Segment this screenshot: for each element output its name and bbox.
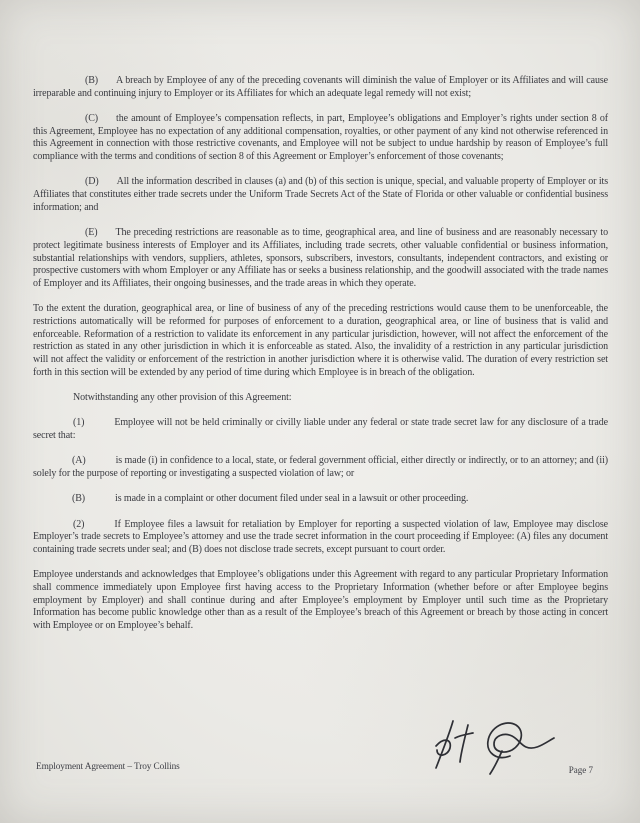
clause-e-paragraph (33, 227, 608, 291)
clause-d-paragraph (33, 176, 608, 214)
clause-text: the amount of Employee’s compensation reflects, in part, Employee’s obligations and Employer’s rights under section 8 of this Agreement, Employee has no expectation of any additional compensation, royalties, or other payment of any kind not otherwise referenced in this Agreement in connection with those restrictive covenants, and Employee will not be subject to undue hardship by reason of Employee’s full compliance with the terms and conditions of section 8 of this Agreement or Employer’s enforcement of those covenants; (33, 113, 608, 163)
subitem-a-paragraph (33, 455, 608, 480)
clause-text: All the information described in clauses (a) and (b) of this section is unique, special, and valuable property of Employer or its Affiliates that constitutes either trade secrets under the Uniform Trade Secrets Act of the State of Florida or other valuable or confidential business information; and (33, 176, 608, 213)
item-text: If Employee files a lawsuit for retaliation by Employer for reporting a suspected violation of law, Employee may disclose Employer’s trade secrets to Employee’s attorney and use the trade secret information in the court proceeding if Employee: (A) files any document containing trade secrets under seal; and (B) does not disclose trade secrets, except pursuant to court order. (33, 518, 608, 556)
subitem-b-paragraph (33, 493, 608, 506)
item-1-paragraph (33, 417, 608, 442)
clause-label: (E) (85, 227, 98, 239)
clause-label: (C) (85, 113, 99, 124)
subitem-text: is made in a complaint or other document filed under seal in a lawsuit or other proceeding. (115, 493, 469, 505)
clause-label: (B) (85, 75, 99, 86)
clause-label: (D) (85, 176, 99, 188)
footer-document-title: Employment Agreement – Troy Collins (36, 762, 180, 772)
item-2-paragraph (33, 519, 608, 557)
subitem-label: (B) (72, 493, 86, 505)
item-label: (1) (73, 417, 85, 429)
item-label: (2) (73, 518, 85, 530)
clause-text: A breach by Employee of any of the preceding covenants will diminish the value of Employer or its Affiliates and will cause irreparable and continuing injury to Employer or its Affiliates for which an adequate legal remedy will not exist; (33, 75, 608, 99)
notwithstanding-line: Notwithstanding any other provision of this Agreement: (73, 392, 292, 404)
clause-b-paragraph (33, 75, 608, 100)
closing-paragraph: Employee understands and acknowledges that Employee’s obligations under this Agreement with regard to any particular Proprietary Information shall commence immediately upon Employee first having access to the Proprietary Information (whether before or after Employee begins employment by Employer) and shall continue during and after Employee’s employment by Employer until such time as the Proprietary Information has become public knowledge other than as a result of the Employee’s breach of this Agreement or breach by those acting in concert with Employee or on Employee’s behalf. (33, 569, 608, 632)
handwritten-initials-signature (424, 710, 562, 778)
subitem-text: is made (i) in confidence to a local, state, or federal government official, either directly or indirectly, or to an attorney; and (ii) solely for the purpose of reporting or investigating a suspected violation of law; or (33, 455, 608, 480)
clause-text: The preceding restrictions are reasonable as to time, geographical area, and line of business and are reasonably necessary to protect legitimate business interests of Employer and its Affiliates, including trade secrets, other valuable confidential or business information, substantial relationships with vendors, suppliers, athletes, sponsors, subscribers, investors, consultants, independent contractors, and existing or prospective customers with whom Employer or any Affiliate has or seeks a business relationship, and the goodwill associated with the trade names of Employer and its Affiliates, their ongoing businesses, and the trade areas in which they operate. (33, 227, 608, 289)
clause-c-paragraph (33, 113, 608, 164)
subitem-label: (A) (72, 455, 86, 467)
document-body (33, 75, 608, 645)
footer-page-number: Page 7 (568, 765, 593, 775)
signature-stroke-icon (424, 710, 562, 778)
reformation-paragraph: To the extent the duration, geographical area, or line of business of any of the preceding restrictions would cause them to be unenforceable, the restrictions automatically will be reformed for purposes of enforcement to a duration, geographical area, or line of business that is valid and enforceable. Reformation of a restriction to validate its enforcement in any particular jurisdiction, however, will not affect the enforcement of the restriction as stated in any other jurisdiction in which it is enforceable as stated. Also, the invalidity of a restriction in any particular jurisdiction will not affect the validity or enforcement of the restriction in another jurisdiction where it is otherwise valid. The duration of every restriction set forth in this section will be extended by any period of time during which Employee is in breach of the obligation. (33, 303, 608, 378)
item-text: Employee will not be held criminally or civilly liable under any federal or state trade secret law for any disclosure of a trade secret that: (33, 417, 608, 442)
